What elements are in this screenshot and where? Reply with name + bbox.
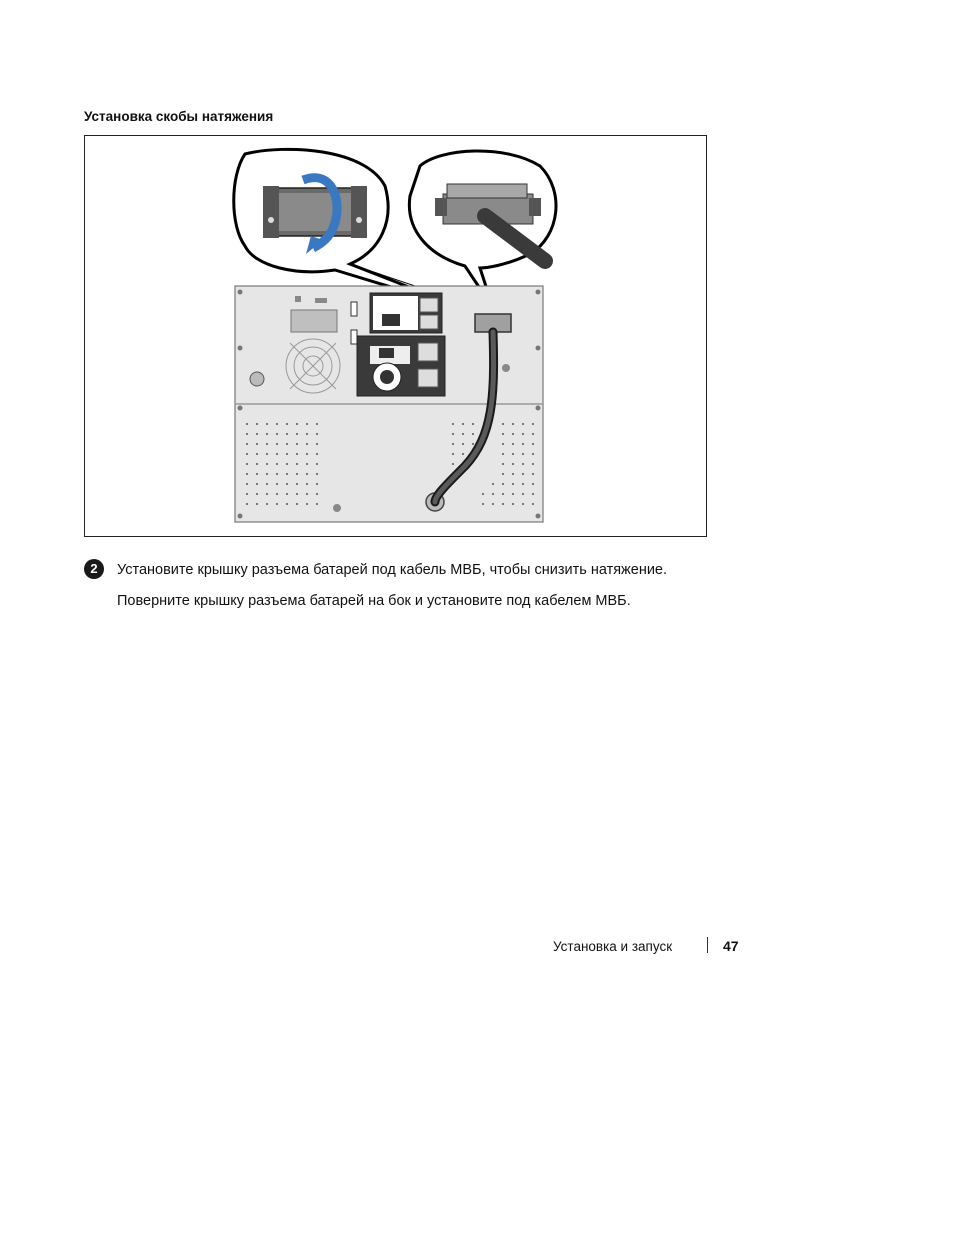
footer-section-title: Установка и запуск (553, 939, 673, 954)
step-instruction: Установите крышку разъема батарей под кабель МВБ, чтобы снизить натяжение. (117, 562, 668, 578)
ups-rear-panel (235, 286, 543, 522)
installed-callout (409, 151, 556, 308)
step-number-badge: 2 (84, 559, 104, 579)
bracket-install-figure (84, 135, 707, 537)
step-subinstruction: Поверните крышку разъема батарей на бок и установите под кабелем МВБ. (117, 593, 631, 609)
footer-page-number: 47 (723, 938, 739, 954)
section-heading: Установка скобы натяжения (84, 109, 274, 124)
footer-divider (707, 937, 708, 953)
